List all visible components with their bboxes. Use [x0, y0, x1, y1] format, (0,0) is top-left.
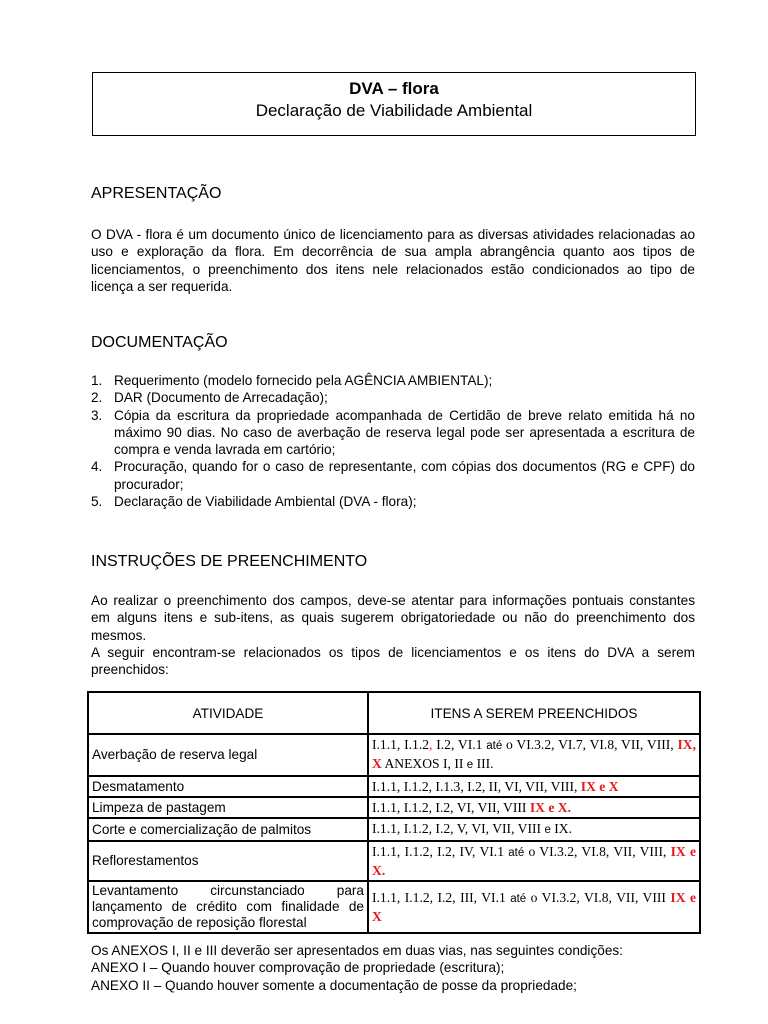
table-row	[88, 881, 700, 933]
list-number: 4.	[91, 459, 103, 475]
list-item-text: Procuração, quando for o caso de representante, com cópias dos documentos (RG e CPF) do procurador;	[114, 459, 695, 492]
table-row	[88, 841, 700, 881]
list-number: 3.	[91, 407, 103, 423]
items-cell: I.1.1, I.1.2, I.2, V, VI, VII, VIII e IX.	[368, 818, 700, 841]
table-header-row	[88, 692, 700, 734]
list-item	[91, 372, 695, 389]
documentation-list	[91, 372, 695, 510]
activity-cell: Levantamento circunstanciado para lançamento de crédito com finalidade de comprovação de reposição florestal	[88, 881, 368, 933]
instrucoes-paragraph-1: Ao realizar o preenchimento dos campos, deve-se atentar para informações pontuais constantes em alguns itens e sub-itens, as quais sugerem obrigatoriedade ou não do preenchimento dos mesmos.	[91, 593, 695, 643]
anexo-i-line: ANEXO I – Quando houver comprovação de propriedade (escritura);	[91, 960, 505, 976]
activity-cell: Averbação de reserva legal	[88, 734, 368, 776]
list-item-text: Requerimento (modelo fornecido pela AGÊNCIA AMBIENTAL);	[114, 373, 493, 388]
anexo-ii-line: ANEXO II – Quando houver somente a documentação de posse da propriedade;	[91, 977, 577, 993]
items-cell: I.1.1, I.1.2, I.2, VI.1 até o VI.3.2, VI.7, VI.8, VII, VIII, IX, X ANEXOS I, II e III.	[368, 734, 700, 776]
apresentacao-text: O DVA - flora é um documento único de licenciamento para as diversas atividades relacionadas ao uso e exploração da flora. Em decorrência de sua ampla abrangência quanto aos tipos de licenciamentos, o preenchimento dos itens nele relacionados estão condicionados ao tipo de licença a ser requerida.	[91, 227, 695, 294]
list-item-text: Cópia da escritura da propriedade acompanhada de Certidão de breve relato emitida há no máximo 90 dias. No caso de averbação de reserva legal pode ser apresentada a escritura de compra e venda lavrada em cartório;	[114, 407, 695, 458]
list-item	[91, 493, 695, 510]
list-item-text: DAR (Documento de Arrecadação);	[114, 390, 328, 406]
table-row	[88, 797, 700, 818]
list-item-text: Declaração de Viabilidade Ambiental (DVA - flora);	[114, 494, 417, 510]
instrucoes-text	[91, 592, 695, 678]
instrucoes-paragraph-2: A seguir encontram-se relacionados os tipos de licenciamentos e os itens do DVA a serem preenchidos:	[91, 644, 695, 678]
list-item	[91, 458, 695, 493]
column-header-itens: ITENS A SEREM PREENCHIDOS	[368, 692, 700, 734]
anexos-text	[91, 942, 695, 994]
activity-cell: Corte e comercialização de palmitos	[88, 818, 368, 841]
table-row	[88, 734, 700, 776]
document-subtitle: Declaração de Viabilidade Ambiental	[255, 101, 533, 120]
activity-cell: Reflorestamentos	[88, 841, 368, 881]
table-row	[88, 776, 700, 797]
activity-cell: Desmatamento	[88, 776, 368, 797]
list-number: 1.	[91, 373, 103, 388]
heading-instrucoes: INSTRUÇÕES DE PREENCHIMENTO	[91, 553, 368, 570]
table-row	[88, 818, 700, 841]
items-cell: I.1.1, I.1.2, I.2, VI, VII, VIII IX e X.	[368, 797, 700, 818]
document-title: DVA – flora	[349, 79, 439, 98]
title-box	[92, 72, 696, 136]
items-cell: I.1.1, I.1.2, I.2, III, VI.1 até o VI.3.2, VI.8, VII, VIII IX e X	[368, 881, 700, 933]
column-header-atividade: ATIVIDADE	[88, 692, 368, 734]
items-cell: I.1.1, I.1.2, I.2, IV, VI.1 até o VI.3.2, VI.8, VII, VIII, IX e X.	[368, 841, 700, 881]
anexos-intro: Os ANEXOS I, II e III deverão ser apresentados em duas vias, nas seguintes condições:	[91, 943, 623, 958]
list-item	[91, 389, 695, 406]
heading-apresentacao: APRESENTAÇÃO	[91, 185, 222, 202]
items-cell: I.1.1, I.1.2, I.1.3, I.2, II, VI, VII, VIII, IX e X	[368, 776, 700, 797]
activities-table	[87, 691, 701, 934]
list-number: 2.	[91, 390, 103, 406]
activity-cell: Limpeza de pastagem	[88, 797, 368, 818]
list-item	[91, 407, 695, 459]
heading-documentacao: DOCUMENTAÇÃO	[91, 334, 228, 351]
list-number: 5.	[91, 494, 103, 510]
